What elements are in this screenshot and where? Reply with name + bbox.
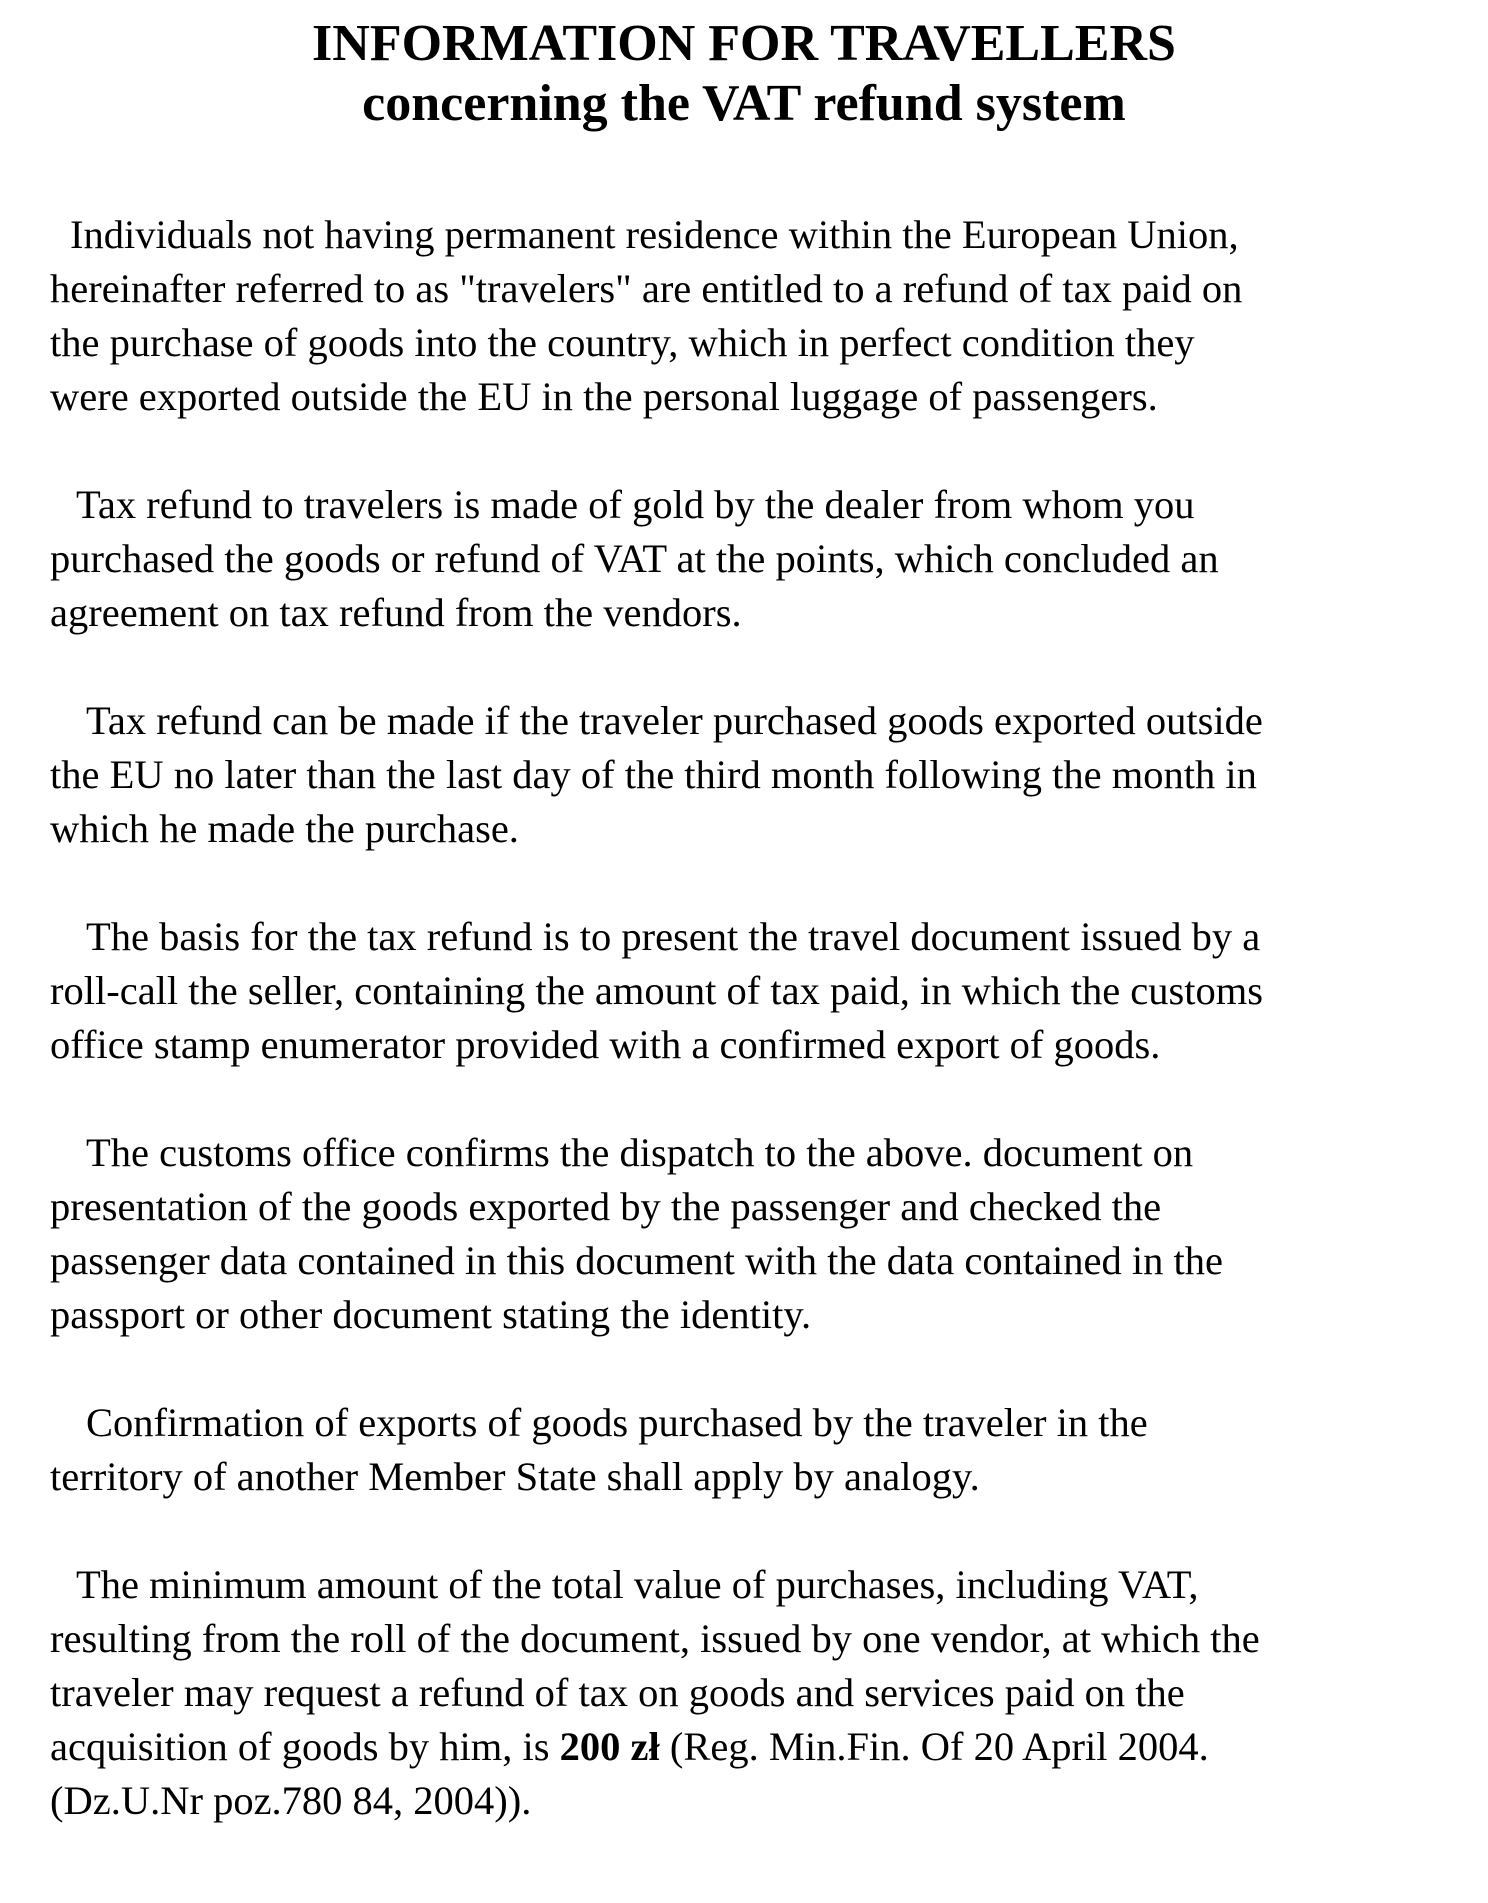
- paragraph-line: resulting from the roll of the document, issued by one vendor, at which the: [50, 1616, 1260, 1661]
- paragraph-line: passenger data contained in this document with the data contained in the: [50, 1238, 1224, 1283]
- paragraph-line: passport or other document stating the identity.: [50, 1292, 812, 1337]
- paragraph-refund-dealer: [50, 478, 1470, 640]
- paragraph-residence: [50, 208, 1470, 424]
- paragraph-line-with-amount: [50, 1720, 1470, 1774]
- paragraph-refund-timing: [50, 694, 1470, 856]
- paragraph-line: The minimum amount of the total value of purchases, including VAT,: [76, 1562, 1199, 1607]
- paragraph-line: the purchase of goods into the country, which in perfect condition they: [50, 320, 1195, 365]
- paragraph-refund-basis: [50, 910, 1470, 1072]
- minimum-amount-value: 200 zł: [559, 1724, 660, 1769]
- title-line-1: INFORMATION FOR TRAVELLERS: [312, 15, 1176, 72]
- paragraph-line: Individuals not having permanent residence within the European Union,: [70, 212, 1239, 257]
- paragraph-line: Tax refund can be made if the traveler purchased goods exported outside: [86, 698, 1263, 743]
- paragraph-line: which he made the purchase.: [50, 806, 519, 851]
- paragraph-line: territory of another Member State shall apply by analogy.: [50, 1454, 980, 1499]
- paragraph-member-state: [50, 1396, 1470, 1504]
- paragraph-line: traveler may request a refund of tax on goods and services paid on the: [50, 1670, 1185, 1715]
- paragraph-minimum-amount: [50, 1558, 1470, 1828]
- paragraph-line: purchased the goods or refund of VAT at the points, which concluded an: [50, 536, 1219, 581]
- amount-prefix: acquisition of goods by him, is: [50, 1724, 560, 1769]
- paragraph-line: The customs office confirms the dispatch to the above. document on: [86, 1130, 1194, 1175]
- title-line-2: concerning the VAT refund system: [362, 75, 1126, 132]
- paragraph-line: office stamp enumerator provided with a confirmed export of goods.: [50, 1022, 1161, 1067]
- paragraph-line: The basis for the tax refund is to present the travel document issued by a: [86, 914, 1261, 959]
- paragraph-line: (Dz.U.Nr poz.780 84, 2004)).: [50, 1778, 532, 1823]
- paragraph-line: agreement on tax refund from the vendors.: [50, 590, 742, 635]
- paragraph-customs-confirmation: [50, 1126, 1470, 1342]
- paragraph-line: roll-call the seller, containing the amount of tax paid, in which the customs: [50, 968, 1264, 1013]
- paragraph-line: Confirmation of exports of goods purchased by the traveler in the: [86, 1400, 1148, 1445]
- paragraph-line: were exported outside the EU in the personal luggage of passengers.: [50, 374, 1158, 419]
- paragraph-line: hereinafter referred to as "travelers" are entitled to a refund of tax paid on: [50, 266, 1243, 311]
- document-title: [0, 14, 1488, 134]
- paragraph-line: Tax refund to travelers is made of gold by the dealer from whom you: [76, 482, 1195, 527]
- paragraph-line: presentation of the goods exported by the passenger and checked the: [50, 1184, 1162, 1229]
- regulation-reference: (Reg. Min.Fin. Of 20 April 2004.: [659, 1724, 1209, 1769]
- paragraph-line: the EU no later than the last day of the third month following the month in: [50, 752, 1257, 797]
